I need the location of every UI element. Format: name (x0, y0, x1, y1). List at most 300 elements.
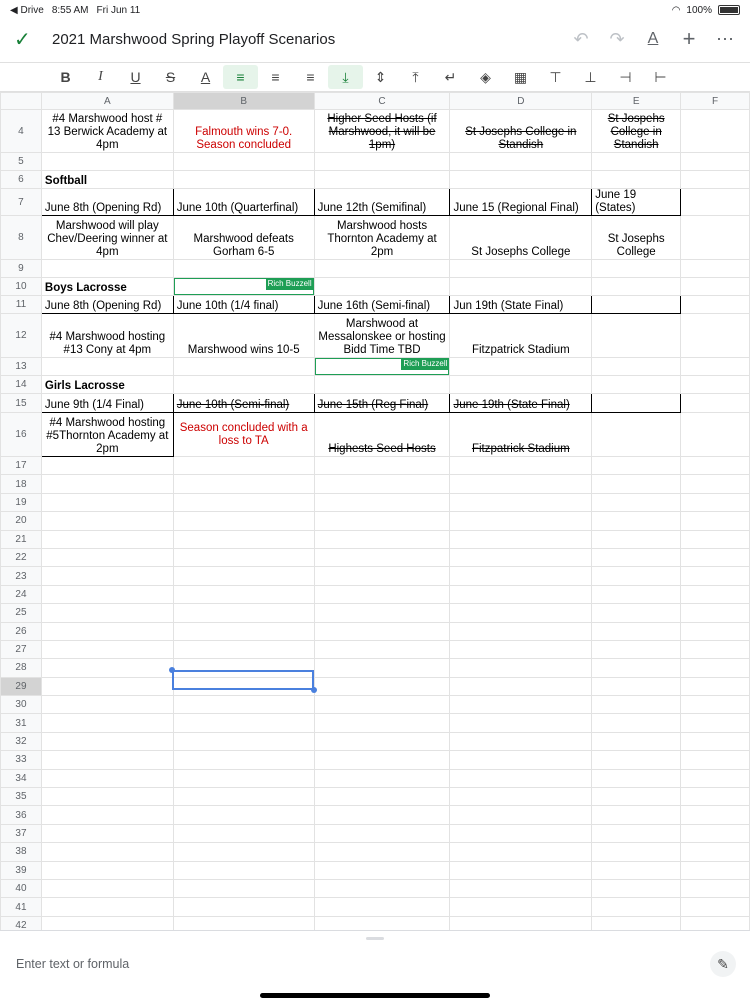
align-center-icon[interactable]: ≡ (271, 69, 280, 85)
cell-c8[interactable]: Marshwood hosts Thornton Academy at 2pm (314, 216, 450, 260)
cell-e17[interactable] (592, 457, 681, 475)
document-title[interactable]: 2021 Marshwood Spring Playoff Scenarios (52, 31, 336, 48)
cell-e29[interactable] (592, 677, 681, 695)
cell-d13[interactable] (450, 358, 592, 376)
cell-c18[interactable] (314, 475, 450, 493)
cell-f37[interactable] (681, 824, 750, 842)
row-header[interactable]: 26 (1, 622, 42, 640)
insert-column-left-icon[interactable]: ⊣ (619, 68, 632, 85)
cell-e16[interactable] (592, 413, 681, 457)
cell-d23[interactable] (450, 567, 592, 585)
cell-d25[interactable] (450, 604, 592, 622)
cell-d11[interactable]: Jun 19th (State Final) (450, 296, 592, 314)
cell-e25[interactable] (592, 604, 681, 622)
cell-e15[interactable] (592, 394, 681, 413)
cell-d16[interactable]: Fitzpatrick Stadium (450, 413, 592, 457)
drag-handle[interactable] (366, 937, 384, 940)
cell-a42[interactable] (41, 916, 173, 930)
cell-c31[interactable] (314, 714, 450, 732)
row-header[interactable]: 11 (1, 296, 42, 314)
row-header[interactable]: 13 (1, 358, 42, 376)
cell-a40[interactable] (41, 879, 173, 897)
align-bottom-icon[interactable]: ⤓ (328, 65, 363, 89)
cell-b12[interactable]: Marshwood wins 10-5 (173, 314, 314, 358)
row-header[interactable]: 27 (1, 640, 42, 658)
row-header[interactable]: 8 (1, 216, 42, 260)
cell-a38[interactable] (41, 843, 173, 861)
align-top-icon[interactable]: ⤒ (412, 68, 419, 85)
cell-b24[interactable] (173, 585, 314, 603)
row-header[interactable]: 29 (1, 677, 42, 695)
cell-d32[interactable] (450, 732, 592, 750)
cell-c4[interactable]: Higher Seed Hosts (if Marshwood, it will be 1pm) (314, 110, 450, 153)
cell-a12[interactable]: #4 Marshwood hosting #13 Cony at 4pm (41, 314, 173, 358)
row-header[interactable]: 28 (1, 659, 42, 677)
cell-f26[interactable] (681, 622, 750, 640)
cell-a18[interactable] (41, 475, 173, 493)
cell-d5[interactable] (450, 153, 592, 171)
cell-a24[interactable] (41, 585, 173, 603)
cell-c19[interactable] (314, 493, 450, 511)
row-header[interactable]: 16 (1, 413, 42, 457)
home-indicator[interactable] (260, 993, 490, 998)
checkmark-done-icon[interactable]: ✓ (14, 29, 31, 51)
corner-cell[interactable] (1, 93, 42, 110)
cell-d6[interactable] (450, 171, 592, 189)
cell-f40[interactable] (681, 879, 750, 897)
cell-f39[interactable] (681, 861, 750, 879)
cell-f18[interactable] (681, 475, 750, 493)
cell-e37[interactable] (592, 824, 681, 842)
cell-a30[interactable] (41, 696, 173, 714)
cell-e31[interactable] (592, 714, 681, 732)
cell-d21[interactable] (450, 530, 592, 548)
cell-b20[interactable] (173, 512, 314, 530)
cell-b5[interactable] (173, 153, 314, 171)
cell-f34[interactable] (681, 769, 750, 787)
cell-c7[interactable]: June 12th (Semifinal) (314, 189, 450, 216)
cell-f20[interactable] (681, 512, 750, 530)
cell-f25[interactable] (681, 604, 750, 622)
cell-f7[interactable] (681, 189, 750, 216)
cell-f19[interactable] (681, 493, 750, 511)
cell-a13[interactable] (41, 358, 173, 376)
cell-f42[interactable] (681, 916, 750, 930)
cell-a39[interactable] (41, 861, 173, 879)
align-left-icon[interactable]: ≡ (223, 65, 258, 89)
cell-e14[interactable] (592, 376, 681, 394)
column-header-f[interactable]: F (681, 93, 750, 110)
cell-e35[interactable] (592, 788, 681, 806)
insert-row-above-icon[interactable]: ⊤ (549, 68, 562, 85)
row-header[interactable]: 32 (1, 732, 42, 750)
row-header[interactable]: 4 (1, 110, 42, 153)
selection-handle-bottom[interactable] (311, 687, 317, 693)
cell-a29[interactable] (41, 677, 173, 695)
cell-f41[interactable] (681, 898, 750, 916)
row-header[interactable]: 34 (1, 769, 42, 787)
row-header[interactable]: 19 (1, 493, 42, 511)
cell-b9[interactable] (173, 260, 314, 278)
cell-d34[interactable] (450, 769, 592, 787)
cell-b27[interactable] (173, 640, 314, 658)
cell-f38[interactable] (681, 843, 750, 861)
cell-d26[interactable] (450, 622, 592, 640)
cell-b40[interactable] (173, 879, 314, 897)
cell-c25[interactable] (314, 604, 450, 622)
insert-column-right-icon[interactable]: ⊢ (654, 68, 667, 85)
cell-b15[interactable]: June 10th (Semi-final) (173, 394, 314, 413)
row-header[interactable]: 30 (1, 696, 42, 714)
cell-b10[interactable] (173, 278, 314, 296)
cell-b16[interactable]: Season concluded with a loss to TA (173, 413, 314, 457)
cell-e20[interactable] (592, 512, 681, 530)
cell-a14[interactable]: Girls Lacrosse (41, 376, 173, 394)
row-header[interactable]: 33 (1, 751, 42, 769)
cell-f10[interactable] (681, 278, 750, 296)
cell-e32[interactable] (592, 732, 681, 750)
row-header[interactable]: 14 (1, 376, 42, 394)
cell-c22[interactable] (314, 548, 450, 566)
cell-a15[interactable]: June 9th (1/4 Final) (41, 394, 173, 413)
cell-a34[interactable] (41, 769, 173, 787)
cell-a16[interactable]: #4 Marshwood hosting #5Thornton Academy at 2pm (41, 413, 173, 457)
cell-e5[interactable] (592, 153, 681, 171)
cell-c26[interactable] (314, 622, 450, 640)
cell-b37[interactable] (173, 824, 314, 842)
row-header[interactable]: 31 (1, 714, 42, 732)
row-header[interactable]: 41 (1, 898, 42, 916)
insert-row-below-icon[interactable]: ⊥ (584, 68, 597, 85)
cell-c12[interactable]: Marshwood at Messalonskee or hosting Bidd Time TBD (314, 314, 450, 358)
cell-f28[interactable] (681, 659, 750, 677)
add-icon[interactable]: + (682, 26, 696, 51)
row-header[interactable]: 9 (1, 260, 42, 278)
cell-d9[interactable] (450, 260, 592, 278)
italic-icon[interactable]: I (98, 69, 103, 84)
cell-e39[interactable] (592, 861, 681, 879)
cell-f23[interactable] (681, 567, 750, 585)
row-header[interactable]: 42 (1, 916, 42, 930)
underline-icon[interactable]: U (130, 69, 141, 85)
cell-c17[interactable] (314, 457, 450, 475)
spreadsheet-grid[interactable] (0, 92, 750, 930)
cell-f33[interactable] (681, 751, 750, 769)
cell-f14[interactable] (681, 376, 750, 394)
cell-d28[interactable] (450, 659, 592, 677)
cell-b42[interactable] (173, 916, 314, 930)
cell-e38[interactable] (592, 843, 681, 861)
cell-c42[interactable] (314, 916, 450, 930)
row-header[interactable]: 25 (1, 604, 42, 622)
cell-a32[interactable] (41, 732, 173, 750)
cell-d36[interactable] (450, 806, 592, 824)
cell-e30[interactable] (592, 696, 681, 714)
column-header-c[interactable]: C (314, 93, 450, 110)
cell-b22[interactable] (173, 548, 314, 566)
cell-d10[interactable] (450, 278, 592, 296)
row-header[interactable]: 21 (1, 530, 42, 548)
cell-d30[interactable] (450, 696, 592, 714)
cell-d37[interactable] (450, 824, 592, 842)
cell-c10[interactable] (314, 278, 450, 296)
cell-c6[interactable] (314, 171, 450, 189)
cell-b30[interactable] (173, 696, 314, 714)
align-right-icon[interactable]: ≡ (306, 69, 315, 85)
column-header-d[interactable]: D (450, 93, 592, 110)
cell-f5[interactable] (681, 153, 750, 171)
cell-e22[interactable] (592, 548, 681, 566)
cell-c40[interactable] (314, 879, 450, 897)
cell-d7[interactable]: June 15 (Regional Final) (450, 189, 592, 216)
cell-c24[interactable] (314, 585, 450, 603)
cell-b6[interactable] (173, 171, 314, 189)
bold-icon[interactable]: B (60, 69, 71, 85)
cell-c36[interactable] (314, 806, 450, 824)
cell-a22[interactable] (41, 548, 173, 566)
cell-b25[interactable] (173, 604, 314, 622)
cell-e26[interactable] (592, 622, 681, 640)
redo-icon[interactable]: ↷ (609, 28, 625, 49)
cell-e21[interactable] (592, 530, 681, 548)
cell-a33[interactable] (41, 751, 173, 769)
cell-d35[interactable] (450, 788, 592, 806)
cell-c30[interactable] (314, 696, 450, 714)
cell-d14[interactable] (450, 376, 592, 394)
cell-e19[interactable] (592, 493, 681, 511)
cell-b34[interactable] (173, 769, 314, 787)
cell-d38[interactable] (450, 843, 592, 861)
cell-c5[interactable] (314, 153, 450, 171)
cell-b41[interactable] (173, 898, 314, 916)
cell-e18[interactable] (592, 475, 681, 493)
row-header[interactable]: 18 (1, 475, 42, 493)
cell-c41[interactable] (314, 898, 450, 916)
cell-c32[interactable] (314, 732, 450, 750)
cell-a36[interactable] (41, 806, 173, 824)
row-header[interactable]: 10 (1, 278, 42, 296)
cell-a41[interactable] (41, 898, 173, 916)
cell-c37[interactable] (314, 824, 450, 842)
row-header[interactable]: 7 (1, 189, 42, 216)
cell-c13[interactable] (314, 358, 450, 376)
cell-a4[interactable]: #4 Marshwood host # 13 Berwick Academy at 4pm (41, 110, 173, 153)
cell-b14[interactable] (173, 376, 314, 394)
cell-a19[interactable] (41, 493, 173, 511)
cell-b17[interactable] (173, 457, 314, 475)
row-header[interactable]: 22 (1, 548, 42, 566)
cell-e41[interactable] (592, 898, 681, 916)
column-header-b[interactable]: B (173, 93, 314, 110)
cell-e4[interactable]: St Jospehs College in Standish (592, 110, 681, 153)
cell-f30[interactable] (681, 696, 750, 714)
cell-d8[interactable]: St Josephs College (450, 216, 592, 260)
cell-b38[interactable] (173, 843, 314, 861)
wrap-text-icon[interactable]: ↵ (444, 68, 457, 85)
cell-e10[interactable] (592, 278, 681, 296)
cell-b21[interactable] (173, 530, 314, 548)
cell-e27[interactable] (592, 640, 681, 658)
cell-b19[interactable] (173, 493, 314, 511)
cell-c38[interactable] (314, 843, 450, 861)
cell-d19[interactable] (450, 493, 592, 511)
cell-f35[interactable] (681, 788, 750, 806)
cell-d39[interactable] (450, 861, 592, 879)
cell-b23[interactable] (173, 567, 314, 585)
cell-c28[interactable] (314, 659, 450, 677)
text-format-icon[interactable]: A (647, 30, 659, 47)
formula-input[interactable]: Enter text or formula (16, 957, 130, 971)
cell-a5[interactable] (41, 153, 173, 171)
row-header[interactable]: 23 (1, 567, 42, 585)
row-header[interactable]: 17 (1, 457, 42, 475)
cell-c9[interactable] (314, 260, 450, 278)
cell-f13[interactable] (681, 358, 750, 376)
cell-a20[interactable] (41, 512, 173, 530)
cell-e24[interactable] (592, 585, 681, 603)
cell-f6[interactable] (681, 171, 750, 189)
cell-f29[interactable] (681, 677, 750, 695)
cell-b4[interactable]: Falmouth wins 7-0. Season concluded (173, 110, 314, 153)
cell-e40[interactable] (592, 879, 681, 897)
cell-e13[interactable] (592, 358, 681, 376)
cell-b33[interactable] (173, 751, 314, 769)
cell-d4[interactable]: St Josephs College in Standish (450, 110, 592, 153)
cell-a25[interactable] (41, 604, 173, 622)
cell-c35[interactable] (314, 788, 450, 806)
cell-b26[interactable] (173, 622, 314, 640)
row-header[interactable]: 6 (1, 171, 42, 189)
cell-e23[interactable] (592, 567, 681, 585)
cell-d24[interactable] (450, 585, 592, 603)
cell-e9[interactable] (592, 260, 681, 278)
strikethrough-icon[interactable]: S (165, 69, 176, 85)
cell-c27[interactable] (314, 640, 450, 658)
cell-e28[interactable] (592, 659, 681, 677)
cell-b18[interactable] (173, 475, 314, 493)
cell-f4[interactable] (681, 110, 750, 153)
cell-c33[interactable] (314, 751, 450, 769)
cell-f22[interactable] (681, 548, 750, 566)
cell-a6[interactable]: Softball (41, 171, 173, 189)
cell-b32[interactable] (173, 732, 314, 750)
cell-e42[interactable] (592, 916, 681, 930)
row-header[interactable]: 39 (1, 861, 42, 879)
row-header[interactable]: 36 (1, 806, 42, 824)
cell-b39[interactable] (173, 861, 314, 879)
cell-f27[interactable] (681, 640, 750, 658)
cell-c20[interactable] (314, 512, 450, 530)
cell-a17[interactable] (41, 457, 173, 475)
cell-b8[interactable]: Marshwood defeats Gorham 6-5 (173, 216, 314, 260)
cell-d17[interactable] (450, 457, 592, 475)
cell-d27[interactable] (450, 640, 592, 658)
cell-b35[interactable] (173, 788, 314, 806)
row-header[interactable]: 38 (1, 843, 42, 861)
text-color-icon[interactable]: A (200, 69, 211, 85)
cell-a31[interactable] (41, 714, 173, 732)
cell-a27[interactable] (41, 640, 173, 658)
cell-d22[interactable] (450, 548, 592, 566)
cell-c21[interactable] (314, 530, 450, 548)
row-header[interactable]: 24 (1, 585, 42, 603)
cell-d31[interactable] (450, 714, 592, 732)
cell-e33[interactable] (592, 751, 681, 769)
cell-f17[interactable] (681, 457, 750, 475)
cell-a23[interactable] (41, 567, 173, 585)
column-header-e[interactable]: E (592, 93, 681, 110)
pencil-icon[interactable]: ✎ (710, 951, 736, 977)
cell-e8[interactable]: St Josephs College (592, 216, 681, 260)
cell-d12[interactable]: Fitzpatrick Stadium (450, 314, 592, 358)
cell-c39[interactable] (314, 861, 450, 879)
cell-b11[interactable]: June 10th (1/4 final) (173, 296, 314, 314)
cell-f36[interactable] (681, 806, 750, 824)
cell-e12[interactable] (592, 314, 681, 358)
cell-a21[interactable] (41, 530, 173, 548)
cell-a35[interactable] (41, 788, 173, 806)
cell-a11[interactable]: June 8th (Opening Rd) (41, 296, 173, 314)
fill-color-icon[interactable]: ◈ (480, 68, 491, 85)
cell-c23[interactable] (314, 567, 450, 585)
cell-f9[interactable] (681, 260, 750, 278)
cell-d40[interactable] (450, 879, 592, 897)
cell-e34[interactable] (592, 769, 681, 787)
cell-f8[interactable] (681, 216, 750, 260)
cell-a28[interactable] (41, 659, 173, 677)
cell-b31[interactable] (173, 714, 314, 732)
cell-c11[interactable]: June 16th (Semi-final) (314, 296, 450, 314)
cell-a9[interactable] (41, 260, 173, 278)
selection-handle-top[interactable] (169, 667, 175, 673)
row-header[interactable]: 35 (1, 788, 42, 806)
more-options-icon[interactable]: ⋯ (716, 28, 734, 49)
cell-d33[interactable] (450, 751, 592, 769)
row-header[interactable]: 40 (1, 879, 42, 897)
cell-d18[interactable] (450, 475, 592, 493)
cell-a26[interactable] (41, 622, 173, 640)
cell-f21[interactable] (681, 530, 750, 548)
cell-e36[interactable] (592, 806, 681, 824)
cell-f15[interactable] (681, 394, 750, 413)
cell-d20[interactable] (450, 512, 592, 530)
cell-e7[interactable]: June 19 (States) (592, 189, 681, 216)
cell-c16[interactable]: Highests Seed Hosts (314, 413, 450, 457)
align-middle-icon[interactable]: ⇕ (374, 68, 387, 85)
cell-f32[interactable] (681, 732, 750, 750)
row-header[interactable]: 20 (1, 512, 42, 530)
selected-cell-b29[interactable] (172, 670, 314, 690)
cell-f12[interactable] (681, 314, 750, 358)
cell-a8[interactable]: Marshwood will play Chev/Deering winner at 4pm (41, 216, 173, 260)
undo-icon[interactable]: ↶ (573, 28, 589, 49)
cell-f16[interactable] (681, 413, 750, 457)
cell-d29[interactable] (450, 677, 592, 695)
row-header[interactable]: 5 (1, 153, 42, 171)
cell-a10[interactable]: Boys Lacrosse (41, 278, 173, 296)
cell-c29[interactable] (314, 677, 450, 695)
cell-b36[interactable] (173, 806, 314, 824)
cell-c15[interactable]: June 15th (Reg Final) (314, 394, 450, 413)
back-to-drive-link[interactable]: ◀ Drive (10, 4, 44, 16)
cell-c34[interactable] (314, 769, 450, 787)
cell-c14[interactable] (314, 376, 450, 394)
cell-e11[interactable] (592, 296, 681, 314)
cell-d15[interactable]: June 19th (State Final) (450, 394, 592, 413)
cell-b7[interactable]: June 10th (Quarterfinal) (173, 189, 314, 216)
cell-b13[interactable] (173, 358, 314, 376)
cell-d41[interactable] (450, 898, 592, 916)
